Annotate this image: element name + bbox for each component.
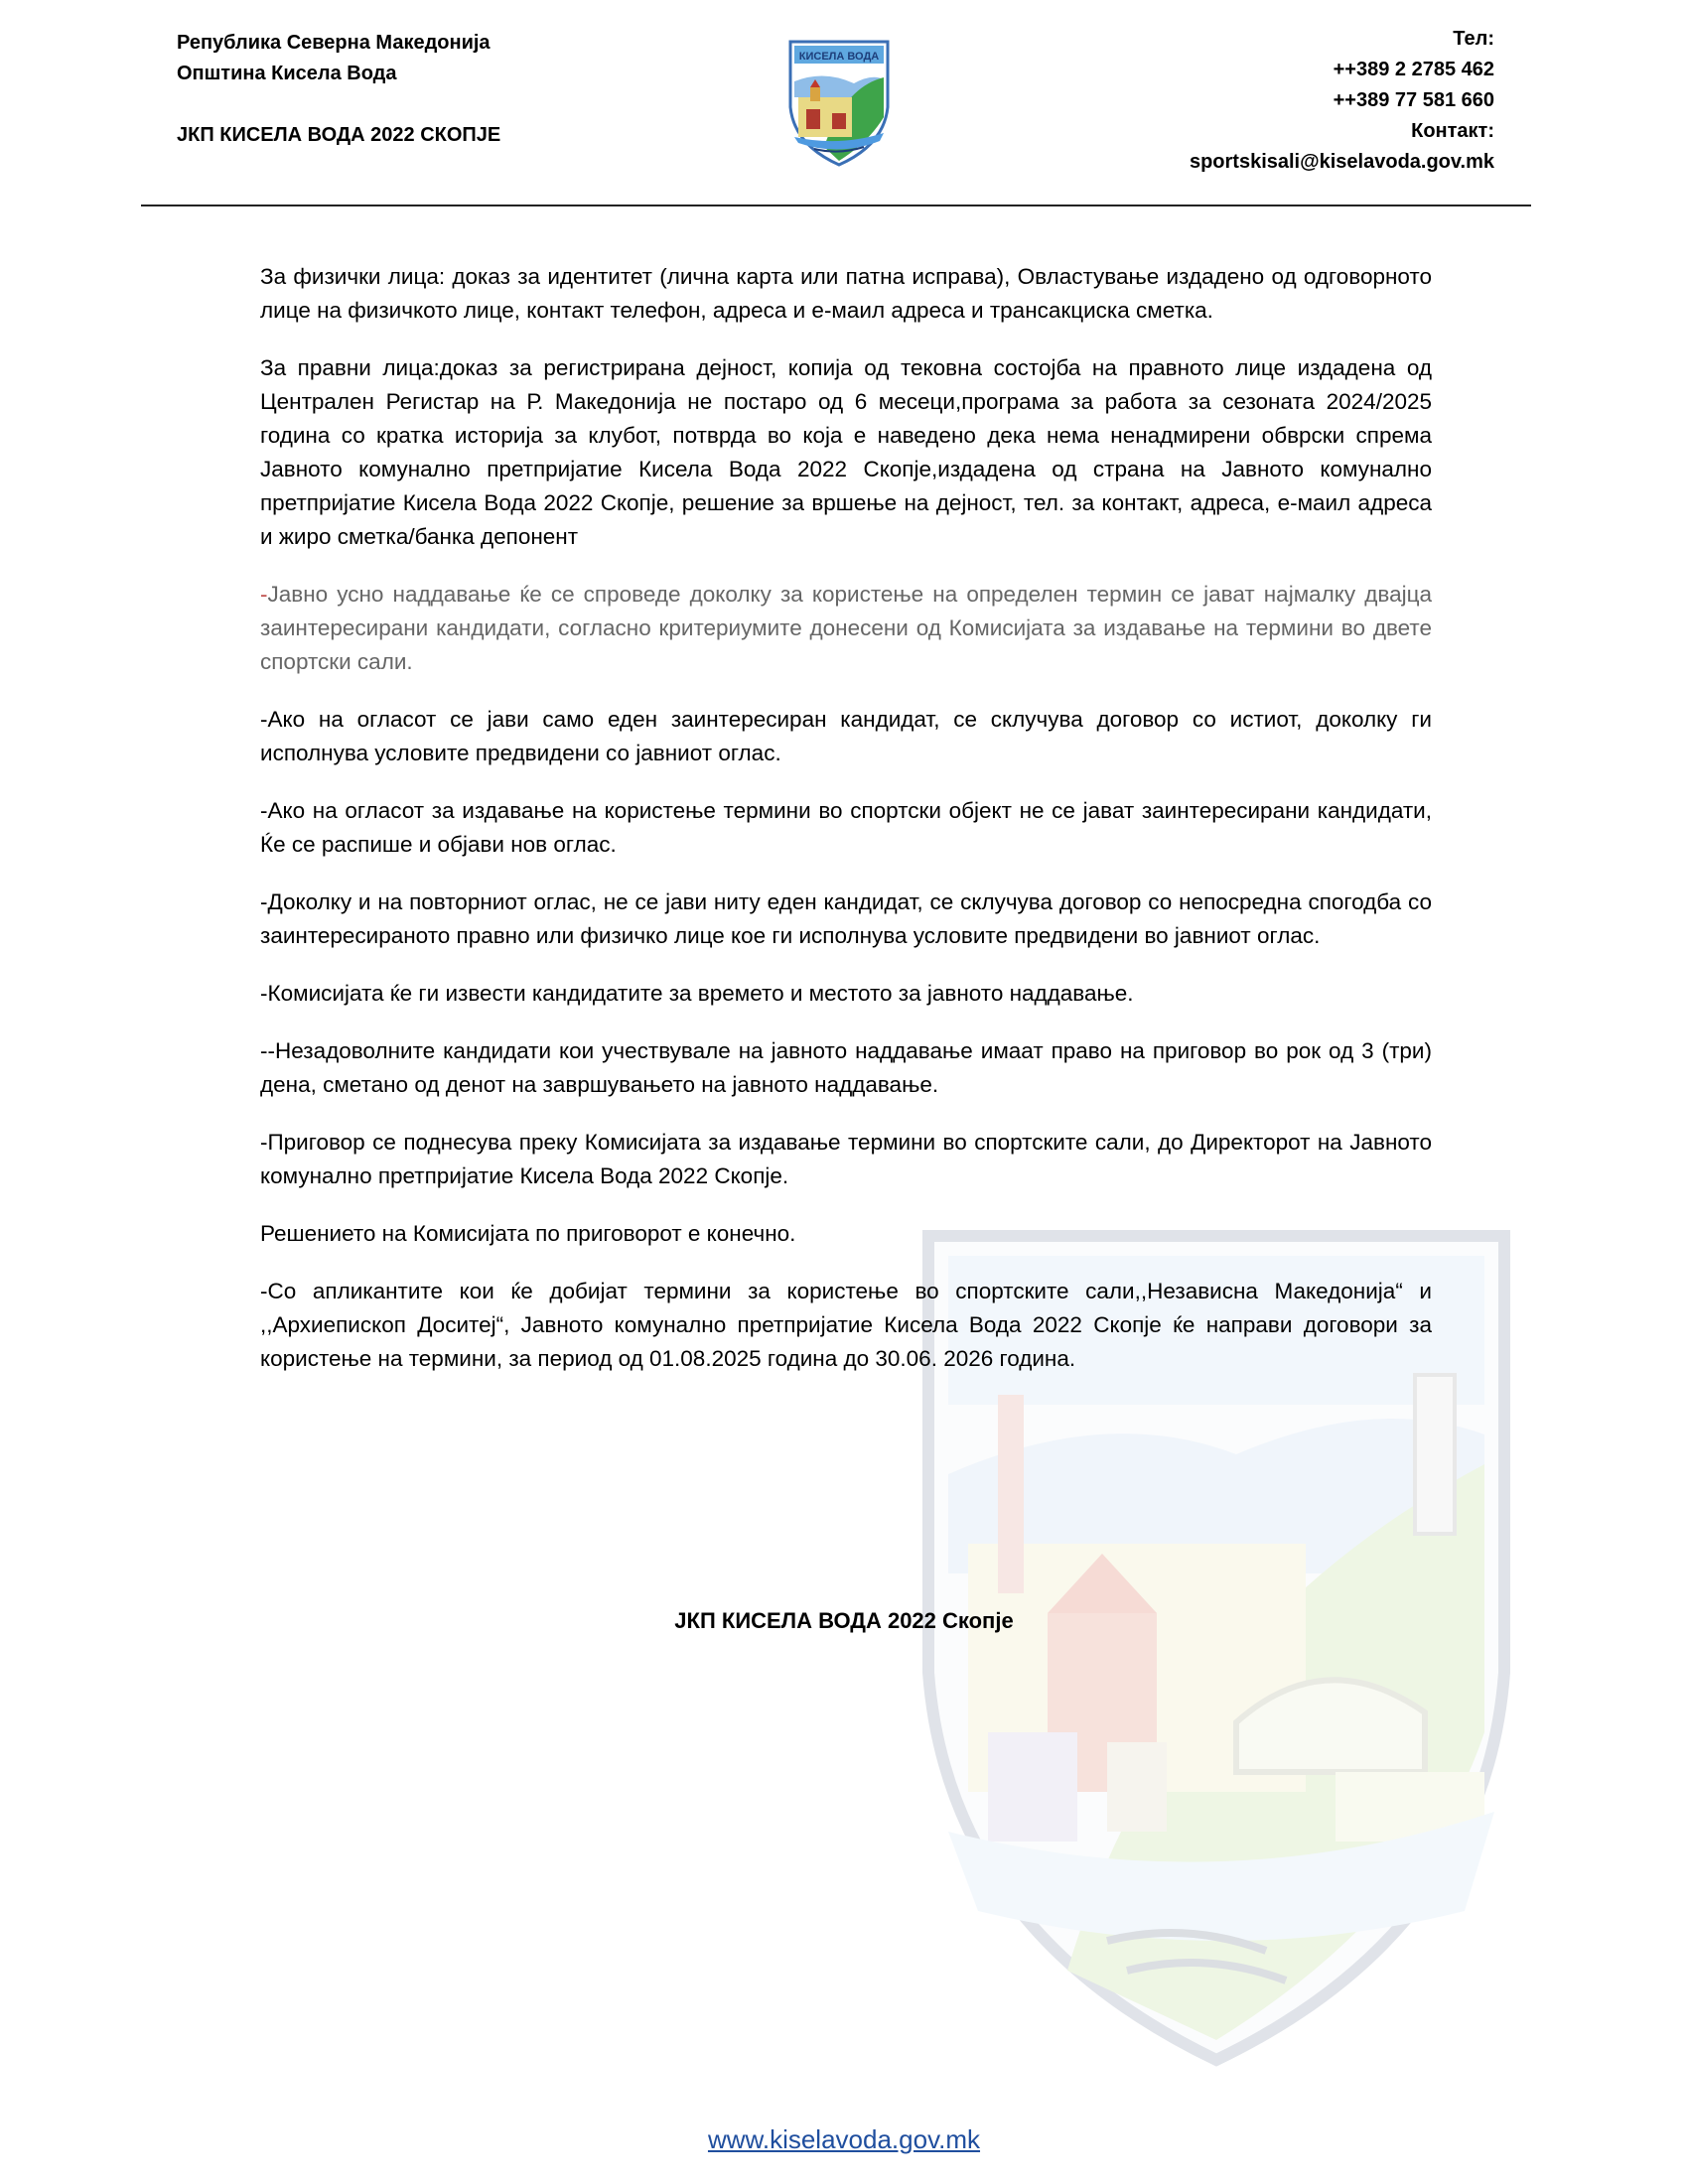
municipality-crest-icon xyxy=(784,38,894,169)
phone-number-1: ++389 2 2785 462 xyxy=(1333,59,1494,80)
rule-complaint-submission: -Приговор се поднесува преку Комисијата за издавање термини во спортските сали, до Директорот на Јавното комунално претпријатие Кисела Вода 2022 Скопје. xyxy=(260,1130,1432,1188)
header-left-block xyxy=(177,28,500,151)
rule-complaint-right: --Незадоволните кандидати кои учествувале на јавното наддавање имаат право на приговор во рок од 3 (три) дена, сметано од денот на завршувањето на јавното наддавање. xyxy=(260,1038,1432,1097)
rule-decision-final: Решението на Комисијата по приговорот е конечно. xyxy=(260,1221,796,1246)
rule-repeated-announcement: -Доколку и на повторниот оглас, не се јави ниту еден кандидат, се склучува договор со непосредна спогодба со заинтересираното правно или физичко лице кое ги исполнува условите предвидени во јавниот оглас. xyxy=(260,889,1432,948)
header-divider xyxy=(141,205,1531,206)
rule-no-candidates: -Ако на огласот за издавање на користење термини во спортски објект не се јават заинтересирани кандидати, Ќе се распише и објави нов оглас. xyxy=(260,798,1432,857)
rule-single-candidate: -Ако на огласот се јави само еден заинтересиран кандидат, се склучува договор со истиот, доколку ги исполнува условите предвидени со јавниот оглас. xyxy=(260,707,1432,765)
public-auction-note xyxy=(260,578,1432,679)
rule-commission-notice: -Комисијата ќе ги извести кандидатите за времето и местото за јавното наддавање. xyxy=(260,981,1134,1006)
signature-company: ЈКП КИСЕЛА ВОДА 2022 Скопје xyxy=(674,1608,1014,1633)
phone-label: Тел: xyxy=(1453,28,1494,50)
country-name: Република Северна Македонија xyxy=(177,32,491,54)
municipality-name: Општина Кисела Вода xyxy=(177,63,397,84)
contact-label: Контакт: xyxy=(1411,120,1494,142)
footer-website-link[interactable]: www.kiselavoda.gov.mk xyxy=(707,2124,981,2154)
company-name: ЈКП КИСЕЛА ВОДА 2022 СКОПЈЕ xyxy=(177,124,501,146)
legal-entities-requirements: За правни лица:доказ за регистрирана дејност, копија од тековна состојба на правното лице издадена од Централен Регистар на Р. Македонија не постаро од 6 месеци,програма за работа за сезоната 2024/2025 година со кратка историја за клубот, потврда во која е наведено дека нема ненадмирени обврски спрема Јавното комунално претпријатие Кисела Вода 2022 Скопје,издадена од страна на Јавното комунално претпријатие Кисела Вода 2022 Скопје, решение за вршење на дејност, тел. за контакт, адреса, е-маил адреса и жиро сметка/банка депонент xyxy=(260,355,1432,549)
auction-note-dash: - xyxy=(260,582,268,607)
auction-note-text: Јавно усно наддавање ќе се спроведе доколку за користење на определен термин се јават најмалку двајца заинтересирани кандидати, согласно критериумите донесени од Комисијата за издавање на термини во двете спортски сали. xyxy=(260,582,1432,674)
rule-contract-period: -Со апликантите кои ќе добијат термини за користење во спортските сали,,Независна Македонија“ и ,,Архиепископ Доситеј“, Јавното комунално претпријатие Кисела Вода 2022 Скопје ќе направи договори за користење на термини, за период од 01.08.2025 година до 30.06. 2026 година. xyxy=(260,1279,1432,1371)
crest-lettering: КИСЕЛА ВОДА xyxy=(798,51,880,63)
document-body xyxy=(260,260,1432,1400)
natural-persons-requirements: За физички лица: доказ за идентитет (лична карта или патна исправа), Овластување издадено од одговорното лице на физичкото лице, контакт телефон, адреса и е-маил адреса и трансакциска сметка. xyxy=(260,264,1432,323)
contact-email[interactable]: sportskisali@kiselavoda.gov.mk xyxy=(1189,151,1494,173)
phone-number-2: ++389 77 581 660 xyxy=(1333,89,1494,111)
header-contact-block xyxy=(1190,24,1494,178)
